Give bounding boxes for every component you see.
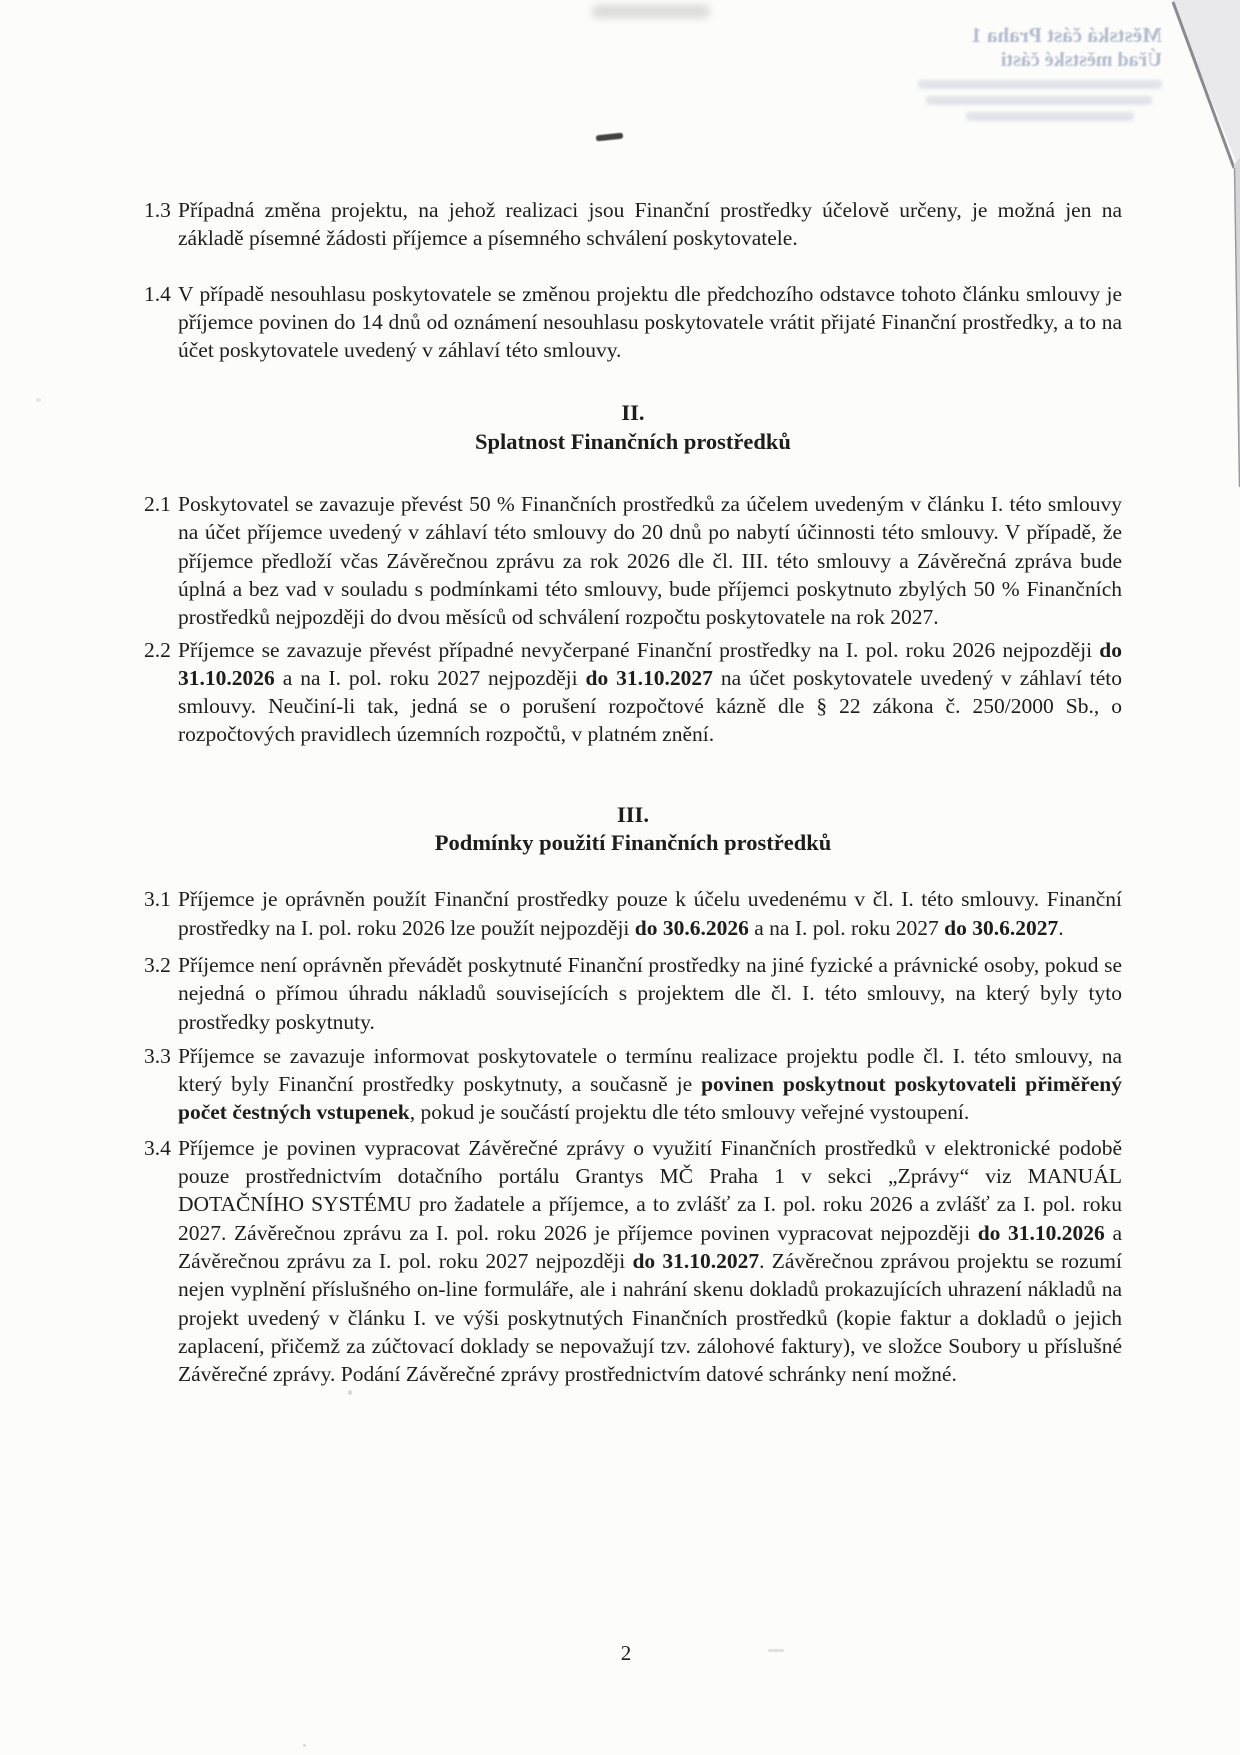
stamp-line: Úřad městské části xyxy=(1000,49,1162,71)
clause-text: Poskytovatel se zavazuje převést 50 % Finančních prostředků za účelem uvedeným v článku I. této smlouvy na účet příjemce uvedený v záhlaví této smlouvy do 20 dnů po nabytí účinnosti této smlouvy. V případě, že příjemce předloží včas Závěrečnou zprávu za rok 2026 dle čl. III. této smlouvy a Závěrečná zpráva bude úplná a bez vad v souladu s podmínkami této smlouvy, bude příjemci poskytnuto zbylých 50 % Finančních prostředků nejpozději do dvou měsíců od schválení rozpočtu poskytovatele na rok 2027. xyxy=(178,492,1122,630)
clause-number: 3.2 xyxy=(144,952,171,977)
clause-3-2 xyxy=(144,951,1122,1036)
section-number: II. xyxy=(621,400,645,426)
clause-3-3 xyxy=(144,1042,1122,1127)
stamp-line: Městská část Praha 1 xyxy=(971,23,1162,47)
ink-speck xyxy=(348,1390,352,1395)
clause-text: Příjemce je oprávněn použít Finanční prostředky pouze k účelu uvedenému v čl. I. této smlouvy. Finanční prostředky na I. pol. roku 2026 lze použít nejpozději do 30.6.2026 a na I. pol. roku 2027 do 30.6.2027. xyxy=(178,887,1122,940)
clause-number: 2.2 xyxy=(144,637,171,662)
clause-1-4 xyxy=(144,280,1122,365)
clause-2-1 xyxy=(144,490,1122,631)
section-heading-ii xyxy=(144,399,1122,456)
bleedthrough-stamp xyxy=(898,22,1162,121)
clause-number: 3.1 xyxy=(144,887,171,912)
clause-text: Příjemce se zavazuje převést případné nevyčerpané Finanční prostředky na I. pol. roku 2026 nejpozději do 31.10.2026 a na I. pol. roku 2027 nejpozději do 31.10.2027 na účet poskytovatele uvedený v záhlaví této smlouvy. Neučiní-li tak, jedná se o porušení rozpočtové kázně dle § 22 zákona č. 250/2000 Sb., o rozpočtových pravidlech územních rozpočtů, v platném znění. xyxy=(178,637,1122,747)
page-number: 2 xyxy=(620,1641,632,1665)
stamp-smudge-line xyxy=(966,112,1134,121)
section-heading-iii xyxy=(144,801,1122,858)
clause-2-2 xyxy=(144,636,1122,749)
clause-number: 1.4 xyxy=(144,281,171,306)
clause-text: Případná změna projektu, na jehož realizaci jsou Finanční prostředky účelově určeny, je možná jen na základě písemné žádosti příjemce a písemného schválení poskytovatele. xyxy=(178,198,1122,251)
clause-3-1 xyxy=(144,885,1122,942)
document-body xyxy=(144,196,1122,1388)
stamp-smudge-line xyxy=(918,80,1162,89)
clause-text: V případě nesouhlasu poskytovatele se změnou projektu dle předchozího odstavce tohoto článku smlouvy je příjemce povinen do 14 dnů od oznámení nesouhlasu poskytovatele vrátit přijaté Finanční prostředky, a to na účet poskytovatele uvedený v záhlaví této smlouvy. xyxy=(178,281,1122,363)
clause-text: Příjemce je povinen vypracovat Závěrečné zprávy o využití Finančních prostředků v elektronické podobě pouze prostřednictvím dotačního portálu Grantys MČ Praha 1 v sekci „Zprávy“ viz MANUÁL DOTAČNÍHO SYSTÉMU pro žadatele a příjemce, a to zvlášť za I. pol. roku 2026 a zvlášť za I. pol. roku 2027. Závěrečnou zprávu za I. pol. roku 2026 je příjemce povinen vypracovat nejpozději do 31.10.2026 a Závěrečnou zprávu za I. pol. roku 2027 nejpozději do 31.10.2027. Závěrečnou zprávou projektu se rozumí nejen vyplnění příslušného on-line formuláře, ale i nahrání skenu dokladů prokazujících uhrazení nákladů na projekt uvedený v článku I. ve výši poskytnutých Finančních prostředků (kopie faktur a dokladů o jejich zaplacení, přičemž za zúčtovací doklady se nepovažují tzv. zálohové faktury), ve složce Soubory u příslušné Závěrečné zprávy. Podání Závěrečné zprávy prostřednictvím datové schránky není možné. xyxy=(178,1135,1122,1387)
ink-speck xyxy=(36,398,41,402)
section-title: Podmínky použití Finančních prostředků xyxy=(434,830,832,856)
clause-1-3 xyxy=(144,196,1122,253)
section-number: III. xyxy=(617,801,649,827)
clause-3-4 xyxy=(144,1134,1122,1389)
ink-speck xyxy=(303,1744,306,1747)
stamp-smudge-line xyxy=(926,96,1152,105)
ink-mark xyxy=(596,133,623,142)
clause-text: Příjemce se zavazuje informovat poskytovatele o termínu realizace projektu podle čl. I. této smlouvy, na který byly Finanční prostředky poskytnuty, a současně je povinen poskytnout poskytovateli přiměřený počet čestných vstupenek, pokud je součástí projektu dle této smlouvy veřejné vystoupení. xyxy=(178,1043,1122,1125)
section-title: Splatnost Finančních prostředků xyxy=(475,428,791,454)
clause-number: 1.3 xyxy=(144,198,171,222)
clause-number: 2.1 xyxy=(144,492,171,517)
scan-smudge xyxy=(592,5,710,18)
clause-number: 3.4 xyxy=(144,1135,171,1160)
ink-speck xyxy=(768,1649,784,1652)
clause-number: 3.3 xyxy=(144,1043,171,1068)
clause-text: Příjemce není oprávněn převádět poskytnuté Finanční prostředky na jiné fyzické a právnické osoby, pokud se nejedná o přímou úhradu nákladů souvisejících s projektem dle čl. I. této smlouvy, na který byly tyto prostředky poskytnuty. xyxy=(178,952,1122,1034)
